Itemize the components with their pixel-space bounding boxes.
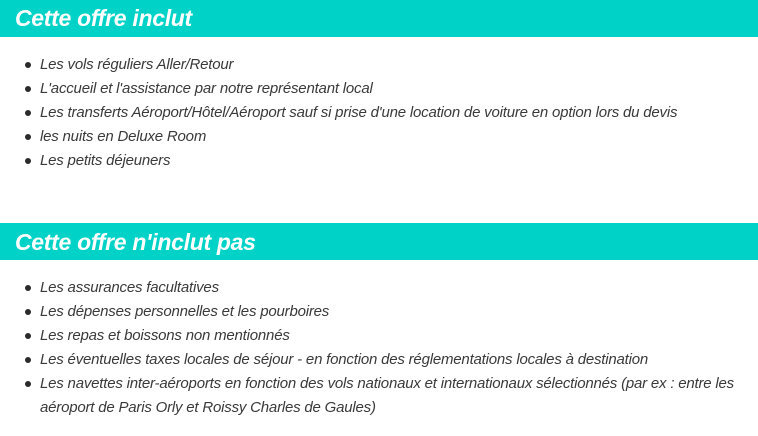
bullet-icon [25,62,31,68]
list-item-text: Les transferts Aéroport/Hôtel/Aéroport sauf si prise d'une location de voiture en option lors du devis [40,104,678,121]
list-item [0,324,740,348]
bullet-icon [25,134,31,140]
list-item [0,372,740,420]
list-item-text: Les assurances facultatives [40,279,219,296]
list-item [0,348,740,372]
excluded-section-title: Cette offre n'inclut pas [15,229,256,255]
bullet-icon [25,86,31,92]
included-section-header [0,0,758,37]
bullet-icon [25,333,31,339]
list-item-text: Les vols réguliers Aller/Retour [40,56,234,73]
included-list [0,53,740,173]
excluded-section-header [0,223,758,260]
list-item [0,77,740,101]
list-item-text: Les dépenses personnelles et les pourboires [40,303,330,320]
bullet-icon [25,110,31,116]
list-item-text: les nuits en Deluxe Room [40,128,207,145]
excluded-list [0,276,740,420]
list-item [0,53,740,77]
list-item [0,125,740,149]
list-item-text: Les éventuelles taxes locales de séjour - en fonction des réglementations locales à destination [40,351,649,368]
list-item [0,300,740,324]
list-item [0,101,740,125]
bullet-icon [25,381,31,387]
list-item-text: Les repas et boissons non mentionnés [40,327,290,344]
list-item-text: Les navettes inter-aéroports en fonction des vols nationaux et internationaux sélectionnés (par ex : entre les aéroport de Paris Orly et Roissy Charles de Gaules) [40,375,734,416]
list-item-text: Les petits déjeuners [40,152,171,169]
bullet-icon [25,357,31,363]
bullet-icon [25,285,31,291]
bullet-icon [25,309,31,315]
bullet-icon [25,158,31,164]
list-item [0,149,740,173]
included-section-title: Cette offre inclut [15,5,192,31]
list-item-text: L'accueil et l'assistance par notre représentant local [40,80,373,97]
list-item [0,276,740,300]
